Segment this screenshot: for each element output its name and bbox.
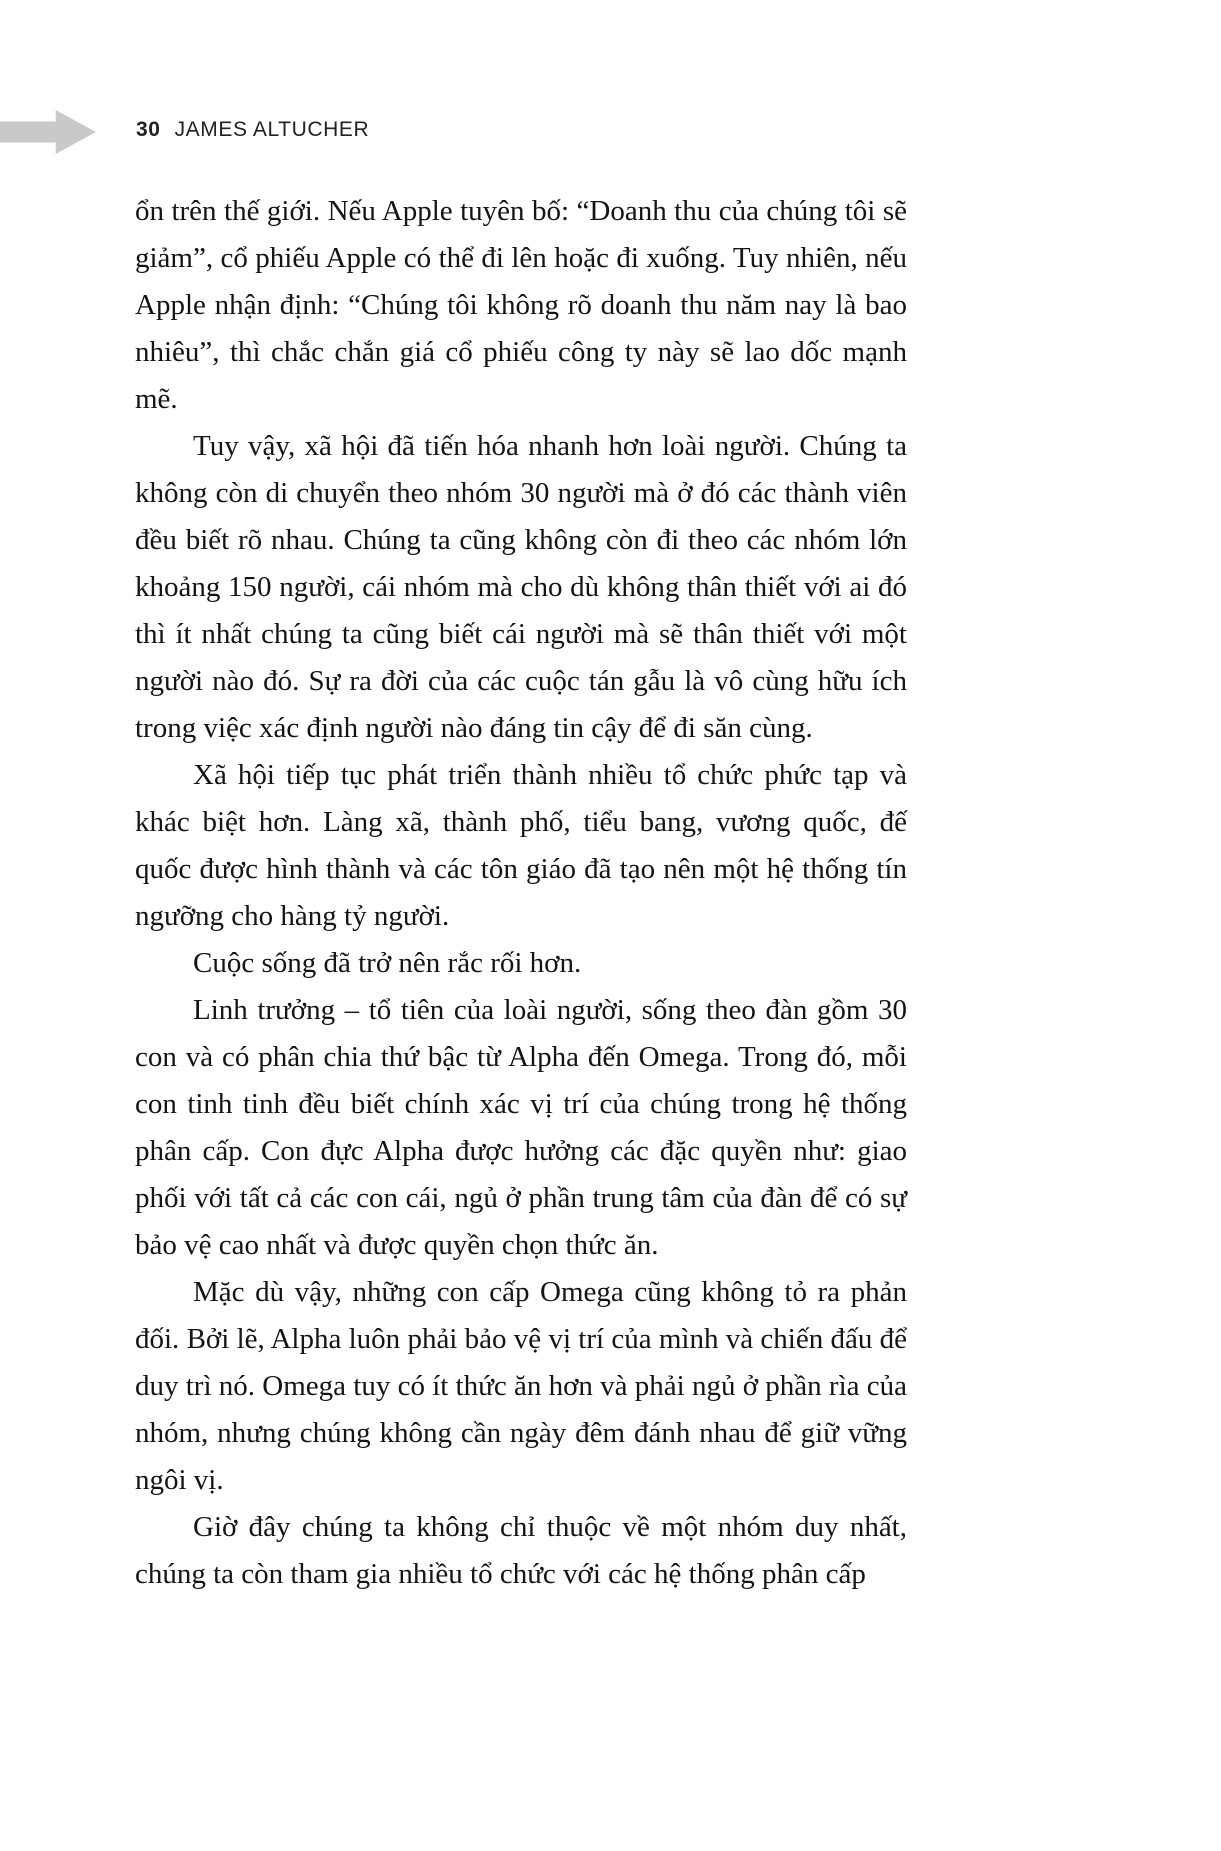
- paragraph: Mặc dù vậy, những con cấp Omega cũng không tỏ ra phản đối. Bởi lẽ, Alpha luôn phải bảo vệ vị trí của mình và chiến đấu để duy trì nó. Omega tuy có ít thức ăn hơn và phải ngủ ở phần rìa của nhóm, nhưng chúng không cần ngày đêm đánh nhau để giữ vững ngôi vị.: [135, 1276, 907, 1496]
- page-body: [135, 188, 907, 1598]
- paragraph: ổn trên thế giới. Nếu Apple tuyên bố: “Doanh thu của chúng tôi sẽ giảm”, cổ phiếu Apple có thể đi lên hoặc đi xuống. Tuy nhiên, nếu Apple nhận định: “Chúng tôi không rõ doanh thu năm nay là bao nhiêu”, thì chắc chắn giá cổ phiếu công ty này sẽ lao dốc mạnh mẽ.: [135, 195, 907, 415]
- arrow-icon: [0, 110, 96, 154]
- paragraph: Giờ đây chúng ta không chỉ thuộc về một nhóm duy nhất, chúng ta còn tham gia nhiều tổ chức với các hệ thống phân cấp: [135, 1511, 907, 1590]
- paragraph: Tuy vậy, xã hội đã tiến hóa nhanh hơn loài người. Chúng ta không còn di chuyển theo nhóm 30 người mà ở đó các thành viên đều biết rõ nhau. Chúng ta cũng không còn đi theo các nhóm lớn khoảng 150 người, cái nhóm mà cho dù không thân thiết với ai đó thì ít nhất chúng ta cũng biết cái người mà sẽ thân thiết với một người nào đó. Sự ra đời của các cuộc tán gẫu là vô cùng hữu ích trong việc xác định người nào đáng tin cậy để đi săn cùng.: [135, 430, 907, 744]
- paragraph: Linh trưởng – tổ tiên của loài người, sống theo đàn gồm 30 con và có phân chia thứ bậc từ Alpha đến Omega. Trong đó, mỗi con tinh tinh đều biết chính xác vị trí của chúng trong hệ thống phân cấp. Con đực Alpha được hưởng các đặc quyền như: giao phối với tất cả các con cái, ngủ ở phần trung tâm của đàn để có sự bảo vệ cao nhất và được quyền chọn thức ăn.: [135, 994, 907, 1261]
- page-number: 30: [136, 118, 161, 141]
- running-title: JAMES ALTUCHER: [174, 118, 370, 141]
- paragraph: Cuộc sống đã trở nên rắc rối hơn.: [193, 947, 582, 979]
- paragraph: Xã hội tiếp tục phát triển thành nhiều tổ chức phức tạp và khác biệt hơn. Làng xã, thành phố, tiểu bang, vương quốc, đế quốc được hình thành và các tôn giáo đã tạo nên một hệ thống tín ngưỡng cho hàng tỷ người.: [135, 759, 907, 932]
- running-header: [0, 108, 1221, 156]
- running-header-text: [136, 118, 369, 142]
